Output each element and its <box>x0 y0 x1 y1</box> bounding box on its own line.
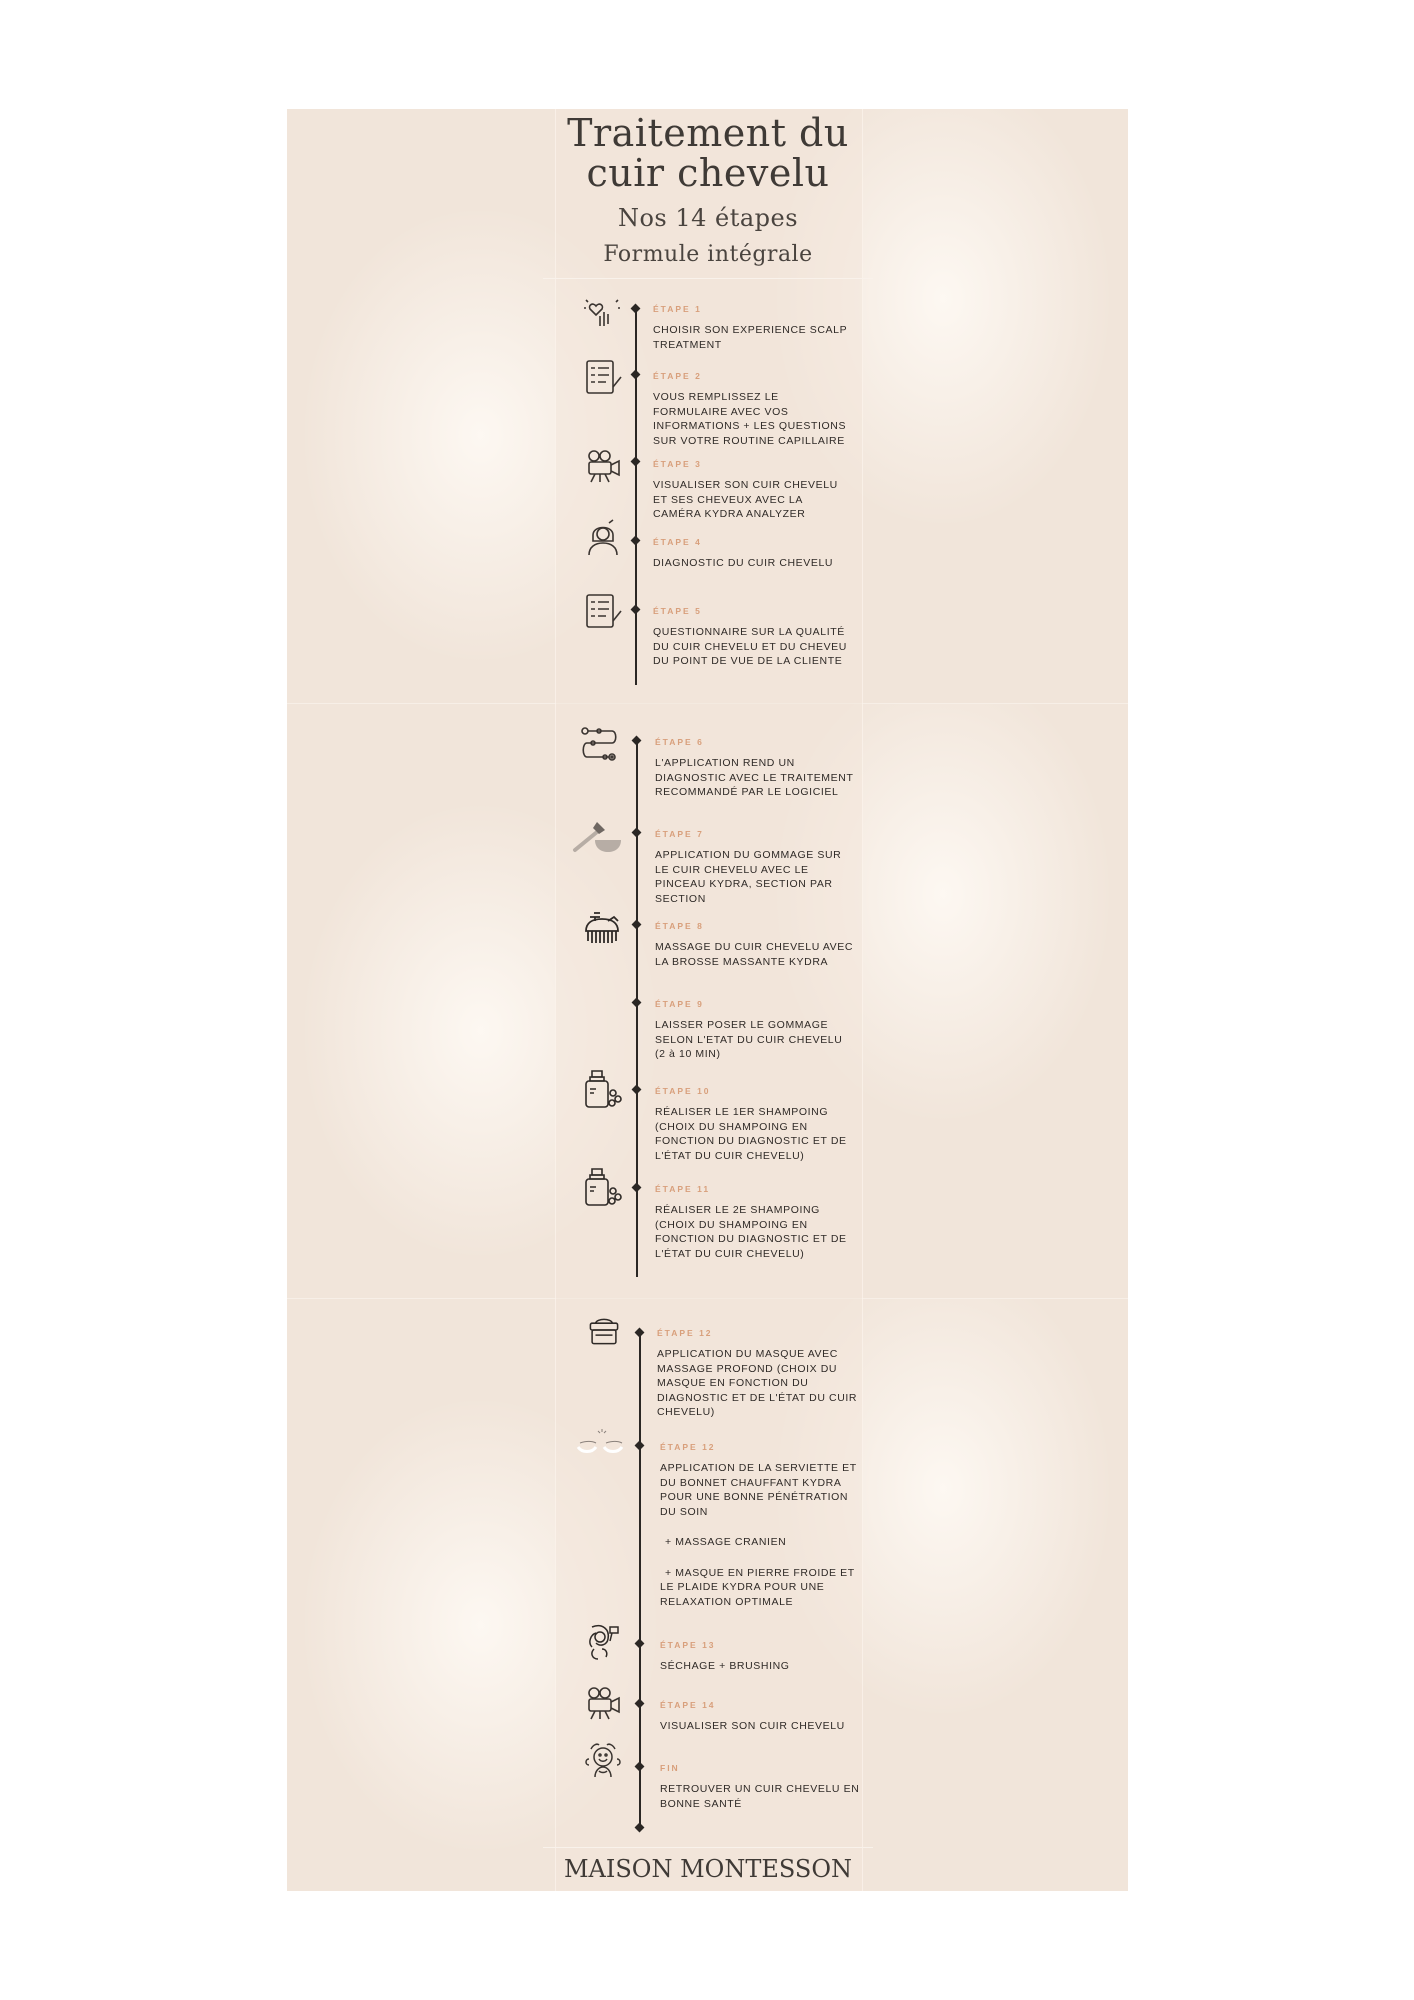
header-divider <box>543 278 873 279</box>
step-text: L'APPLICATION REND UN DIAGNOSTIC AVEC LE TRAITEMENT RECOMMANDÉ PAR LE LOGICIEL <box>655 757 854 798</box>
step-label: ÉTAPE 10 <box>655 1086 711 1096</box>
shampoo-icon <box>582 1069 622 1109</box>
heart-hand-icon <box>582 294 622 334</box>
step-label: ÉTAPE 12 <box>660 1442 716 1452</box>
step-text: RÉALISER LE 2E SHAMPOING (CHOIX DU SHAMPOING EN FONCTION DU DIAGNOSTIC ET DE L'ÉTAT DU CUIR CHEVELU) <box>655 1204 847 1260</box>
step-text: SÉCHAGE + BRUSHING <box>660 1660 790 1672</box>
step-text: RETROUVER UN CUIR CHEVELU EN BONNE SANTÉ <box>660 1783 860 1810</box>
step-6 <box>655 737 855 800</box>
step-label: ÉTAPE 5 <box>653 606 702 616</box>
step-text: VISUALISER SON CUIR CHEVELU <box>660 1720 845 1732</box>
poster <box>287 109 1128 1891</box>
step-12 <box>657 1328 862 1420</box>
step-text: VOUS REMPLISSEZ LE FORMULAIRE AVEC VOS INFORMATIONS + LES QUESTIONS SUR VOTRE ROUTINE CAPILLAIRE <box>653 391 847 447</box>
step-text: APPLICATION DU MASQUE AVEC MASSAGE PROFOND (CHOIX DU MASQUE EN FONCTION DU DIAGNOSTIC ET DE L'ÉTAT DU CUIR CHEVELU) <box>657 1348 858 1418</box>
step-extra-2: + MASQUE EN PIERRE FROIDE ET LE PLAIDE KYDRA POUR UNE RELAXATION OPTIMALE <box>660 1566 855 1608</box>
camera-icon <box>583 446 623 486</box>
step-text: LAISSER POSER LE GOMMAGE SELON L'ETAT DU CUIR CHEVELU (2 à 10 MIN) <box>655 1019 843 1060</box>
timeline-1 <box>635 305 637 685</box>
step-label: ÉTAPE 9 <box>655 999 704 1009</box>
step-2 <box>653 371 853 448</box>
step-4 <box>653 537 853 571</box>
step-10 <box>655 1086 855 1163</box>
step-8 <box>655 921 855 969</box>
step-11 <box>655 1184 855 1261</box>
step-label: ÉTAPE 12 <box>657 1328 713 1338</box>
timeline-3 <box>639 1329 641 1829</box>
step-14 <box>660 1700 860 1734</box>
brand-name: MAISON MONTESSON <box>563 1855 853 1883</box>
step-label: ÉTAPE 14 <box>660 1700 716 1710</box>
checklist-icon <box>583 591 623 631</box>
step-label: ÉTAPE 6 <box>655 737 704 747</box>
woman-icon <box>583 517 623 557</box>
workflow-icon <box>579 725 619 765</box>
step-label: ÉTAPE 2 <box>653 371 702 381</box>
step-7 <box>655 829 855 906</box>
step-3 <box>653 459 853 522</box>
step-text: APPLICATION DE LA SERVIETTE ET DU BONNET CHAUFFANT KYDRA POUR UNE BONNE PÉNÉTRATION DU SOIN <box>660 1462 857 1518</box>
page-title-line-1: Traitement du <box>567 111 849 155</box>
step-text: QUESTIONNAIRE SUR LA QUALITÉ DU CUIR CHEVELU ET DU CHEVEU DU POINT DE VUE DE LA CLIENTE <box>653 626 847 667</box>
step-1 <box>653 304 853 352</box>
step-text: RÉALISER LE 1ER SHAMPOING (CHOIX DU SHAMPOING EN FONCTION DU DIAGNOSTIC ET DE L'ÉTAT DU CUIR CHEVELU) <box>655 1106 847 1162</box>
eye-mask-icon <box>574 1427 626 1461</box>
step-text: CHOISIR SON EXPERIENCE SCALP TREATMENT <box>653 324 847 351</box>
footer-divider <box>543 1847 873 1848</box>
step-label: ÉTAPE 3 <box>653 459 702 469</box>
step-fin <box>660 1763 860 1811</box>
brush-bowl-icon <box>571 812 625 856</box>
step-9 <box>655 999 855 1062</box>
step-text: VISUALISER SON CUIR CHEVELU ET SES CHEVEUX AVEC LA CAMÉRA KYDRA ANALYZER <box>653 479 838 520</box>
formula-label: Formule intégrale <box>603 242 813 267</box>
step-label: FIN <box>660 1763 680 1773</box>
scalp-brush-icon <box>582 907 622 947</box>
step-label: ÉTAPE 8 <box>655 921 704 931</box>
step-12b <box>660 1442 860 1609</box>
step-text: MASSAGE DU CUIR CHEVELU AVEC LA BROSSE MASSANTE KYDRA <box>655 941 854 968</box>
cream-jar-icon <box>587 1313 621 1347</box>
shampoo-icon <box>582 1167 622 1207</box>
step-5 <box>653 606 853 669</box>
step-13 <box>660 1640 860 1674</box>
step-label: ÉTAPE 11 <box>655 1184 711 1194</box>
page-title-line-2: cuir chevelu <box>586 151 830 195</box>
step-label: ÉTAPE 7 <box>655 829 704 839</box>
camera-icon <box>583 1683 623 1723</box>
step-text: DIAGNOSTIC DU CUIR CHEVELU <box>653 557 834 569</box>
page-subtitle: Nos 14 étapes <box>617 204 799 232</box>
step-extra-1: + MASSAGE CRANIEN <box>665 1536 787 1548</box>
checklist-icon <box>583 357 623 397</box>
step-text: APPLICATION DU GOMMAGE SUR LE CUIR CHEVELU AVEC LE PINCEAU KYDRA, SECTION PAR SECTION <box>655 849 842 905</box>
happy-face-icon <box>583 1741 623 1781</box>
step-label: ÉTAPE 1 <box>653 304 702 314</box>
step-label: ÉTAPE 4 <box>653 537 702 547</box>
hair-dryer-icon <box>582 1621 622 1661</box>
timeline-2 <box>636 739 638 1277</box>
step-label: ÉTAPE 13 <box>660 1640 716 1650</box>
